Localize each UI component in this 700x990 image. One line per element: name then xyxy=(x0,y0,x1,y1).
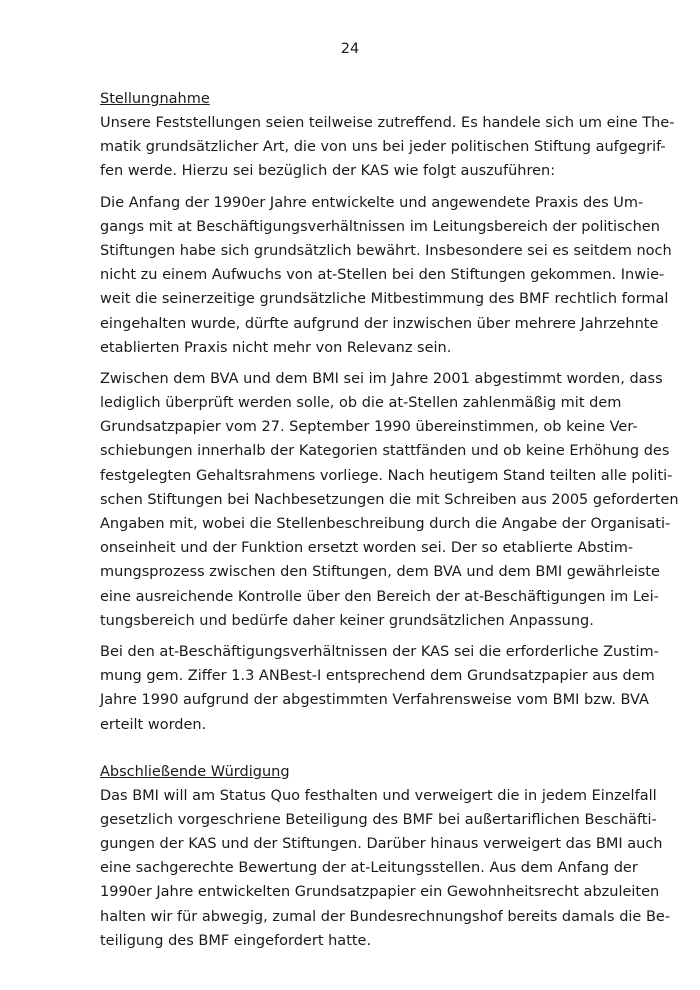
text-line: weit die seinerzeitige grundsätzliche Mitbestimmung des BMF rechtlich formal xyxy=(100,291,669,308)
text-line: schen Stiftungen bei Nachbesetzungen die mit Schreiben aus 2005 geforderten xyxy=(100,491,679,508)
text-line: eine sachgerechte Bewertung der at-Leitungsstellen. Aus dem Anfang der xyxy=(100,860,638,877)
text-line: 1990er Jahre entwickelten Grundsatzpapier ein Gewohnheitsrecht abzuleiten xyxy=(100,884,660,901)
text-line: nicht zu einem Aufwuchs von at-Stellen bei den Stiftungen gekommen. Inwie- xyxy=(100,267,665,284)
paragraph-gap xyxy=(100,184,630,191)
section xyxy=(100,761,671,953)
paragraph xyxy=(100,640,659,737)
text-line: gangs mit at Beschäftigungsverhältnissen im Leitungsbereich der politischen xyxy=(100,218,660,235)
text-line: gesetzlich vorgeschriene Beteiligung des BMF bei außertariflichen Beschäfti- xyxy=(100,811,657,828)
section-heading: Abschließende Würdigung xyxy=(100,763,290,780)
text-line: festgelegten Gehaltsrahmens vorliege. Nach heutigem Stand teilten alle politi- xyxy=(100,467,673,484)
section xyxy=(100,88,679,737)
text-line: Das BMI will am Status Quo festhalten und verweigert die in jedem Einzelfall xyxy=(100,787,657,804)
text-line: teiligung des BMF eingefordert hatte. xyxy=(100,932,372,949)
text-line: Die Anfang der 1990er Jahre entwickelte und angewendete Praxis des Um- xyxy=(100,194,644,211)
paragraph xyxy=(100,191,672,360)
text-line: schiebungen innerhalb der Kategorien stattfänden und ob keine Erhöhung des xyxy=(100,443,670,460)
paragraph xyxy=(100,111,675,184)
text-line: matik grundsätzlicher Art, die von uns bei jeder politischen Stiftung aufgegrif- xyxy=(100,139,666,156)
page-number: 24 xyxy=(340,41,360,57)
text-line: eine ausreichende Kontrolle über den Bereich der at-Beschäftigungen im Lei- xyxy=(100,588,659,605)
text-line: Grundsatzpapier vom 27. September 1990 übereinstimmen, ob keine Ver- xyxy=(100,419,638,436)
text-line: etablierten Praxis nicht mehr von Relevanz sein. xyxy=(100,339,452,356)
paragraph-gap xyxy=(100,360,630,367)
text-line: mungsprozess zwischen den Stiftungen, dem BVA und dem BMI gewährleiste xyxy=(100,564,660,581)
text-line: onseinheit und der Funktion ersetzt worden sei. Der so etablierte Abstim- xyxy=(100,540,634,557)
text-line: mung gem. Ziffer 1.3 ANBest-I entsprechend dem Grundsatzpapier aus dem xyxy=(100,668,655,685)
document-body xyxy=(100,88,679,953)
paragraph xyxy=(100,367,679,633)
text-line: eingehalten wurde, dürfte aufgrund der inzwischen über mehrere Jahrzehnte xyxy=(100,315,659,332)
text-line: tungsbereich und bedürfe daher keiner grundsätzlichen Anpassung. xyxy=(100,612,594,629)
text-line: Bei den at-Beschäftigungsverhältnissen der KAS sei die erforderliche Zustim- xyxy=(100,643,659,660)
text-line: gungen der KAS und der Stiftungen. Darüber hinaus verweigert das BMI auch xyxy=(100,836,663,853)
text-line: lediglich überprüft werden solle, ob die at-Stellen zahlenmäßig mit dem xyxy=(100,395,622,412)
text-line: erteilt worden. xyxy=(100,716,207,733)
text-line: Jahre 1990 aufgrund der abgestimmten Verfahrensweise vom BMI bzw. BVA xyxy=(100,692,649,709)
paragraph-gap xyxy=(100,633,630,640)
text-line: Angaben mit, wobei die Stellenbeschreibung durch die Angabe der Organisati- xyxy=(100,516,671,532)
paragraph xyxy=(100,784,671,953)
text-line: halten wir für abwegig, zumal der Bundesrechnungshof bereits damals die Be- xyxy=(100,908,671,925)
text-line: Zwischen dem BVA und dem BMI sei im Jahre 2001 abgestimmt worden, dass xyxy=(100,370,663,387)
text-line: fen werde. Hierzu sei bezüglich der KAS wie folgt auszuführen: xyxy=(100,163,556,180)
section-gap xyxy=(100,737,630,761)
text-line: Stiftungen habe sich grundsätzlich bewährt. Insbesondere sei es seitdem noch xyxy=(100,242,672,259)
text-line: Unsere Feststellungen seien teilweise zutreffend. Es handele sich um eine The- xyxy=(100,115,675,131)
section-heading: Stellungnahme xyxy=(100,91,210,107)
